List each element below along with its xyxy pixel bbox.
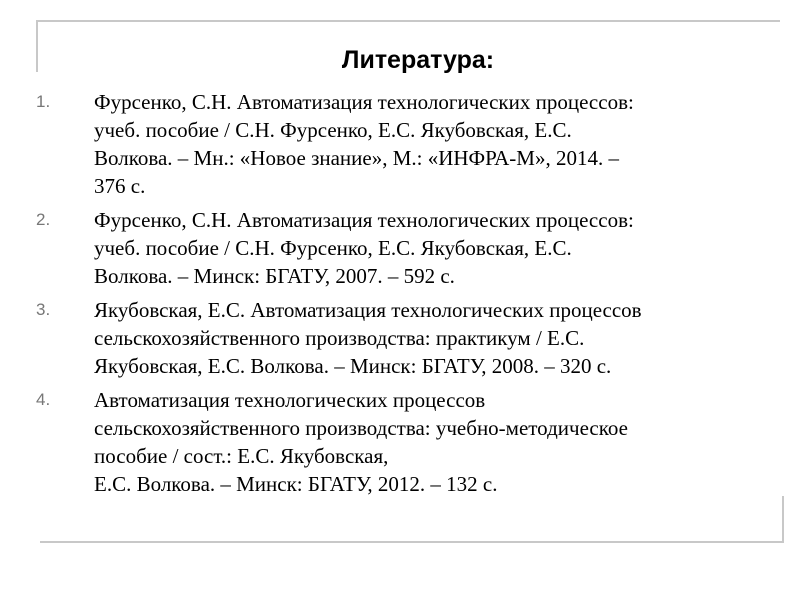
reference-item xyxy=(36,88,792,200)
reference-line: пособие / сост.: Е.С. Якубовская, xyxy=(94,444,389,468)
reference-line: сельскохозяйственного производства: практикум / Е.С. xyxy=(94,326,585,350)
reference-number: 1. xyxy=(36,92,51,111)
frame-line-bottom xyxy=(40,541,784,543)
reference-item xyxy=(36,206,792,290)
reference-number: 3. xyxy=(36,300,51,319)
frame-line-top xyxy=(36,20,780,22)
reference-line: Якубовская, Е.С. Автоматизация технологических процессов xyxy=(94,298,642,322)
reference-line: Фурсенко, С.Н. Автоматизация технологических процессов: xyxy=(94,208,634,232)
reference-line: Е.С. Волкова. – Минск: БГАТУ, 2012. – 132 с. xyxy=(94,472,498,496)
reference-line: Автоматизация технологических процессов xyxy=(94,388,486,412)
reference-line: сельскохозяйственного производства: учебно-методическое xyxy=(94,416,628,440)
reference-number: 2. xyxy=(36,210,51,229)
slide-title: Литература: xyxy=(341,46,495,74)
reference-line: 376 с. xyxy=(94,174,146,198)
reference-list xyxy=(36,88,792,504)
reference-item xyxy=(36,296,792,380)
reference-line: учеб. пособие / С.Н. Фурсенко, Е.С. Якубовская, Е.С. xyxy=(94,236,572,260)
reference-line: Волкова. – Мн.: «Новое знание», М.: «ИНФРА-М», 2014. – xyxy=(94,146,619,170)
reference-number: 4. xyxy=(36,390,51,409)
reference-line: учеб. пособие / С.Н. Фурсенко, Е.С. Якубовская, Е.С. xyxy=(94,118,572,142)
reference-item xyxy=(36,386,792,498)
reference-line: Якубовская, Е.С. Волкова. – Минск: БГАТУ, 2008. – 320 с. xyxy=(94,354,612,378)
reference-line: Волкова. – Минск: БГАТУ, 2007. – 592 с. xyxy=(94,264,455,288)
reference-line: Фурсенко, С.Н. Автоматизация технологических процессов: xyxy=(94,90,634,114)
